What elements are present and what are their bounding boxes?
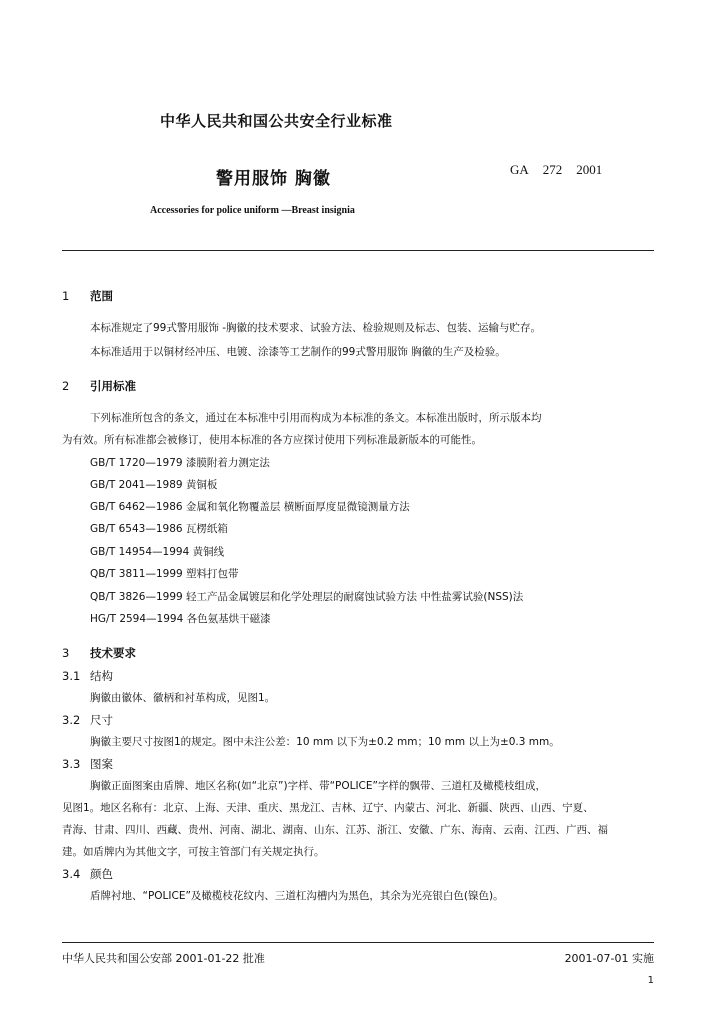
paragraph: 青海、甘肃、四川、西藏、贵州、河南、湖北、湖南、山东、江苏、浙江、安徽、广东、海南、云南、江西、广西、福	[62, 824, 608, 836]
subsection-title: 颜色	[90, 867, 113, 881]
reference-item: HG/T 2594—1994 各色氨基烘干磁漆	[90, 613, 271, 625]
doc-title: 警用服饰 胸徽	[216, 169, 331, 189]
page-number: 1	[647, 975, 654, 986]
standard-code: GA	[510, 162, 529, 177]
header-divider	[62, 250, 654, 251]
subsection-number: 3.3	[62, 757, 81, 771]
reference-item: GB/T 2041—1989 黄铜板	[90, 479, 218, 491]
subsection-number: 3.2	[62, 713, 81, 727]
reference-item: QB/T 3826—1999 轻工产品金属镀层和化学处理层的耐腐蚀试验方法 中性盐雾试验(NSS)法	[90, 591, 524, 603]
standard-no: 272	[542, 162, 563, 177]
paragraph: 本标准规定了99式警用服饰 -胸徽的技术要求、试验方法、检验规则及标志、包装、运输与贮存。	[90, 322, 541, 334]
approval-note: 中华人民共和国公安部 2001-01-22 批准	[62, 952, 265, 965]
english-title: Accessories for police uniform —Breast insignia	[150, 205, 355, 216]
paragraph: 建。如盾牌内为其他文字，可按主管部门有关规定执行。	[62, 846, 325, 858]
footer-divider	[62, 942, 654, 943]
section-2-heading	[62, 378, 136, 394]
section-1-heading	[62, 288, 113, 304]
paragraph: 胸徽主要尺寸按图1的规定。图中未注公差：10 mm 以下为±0.2 mm；10 mm 以上为±0.3 mm。	[90, 736, 560, 748]
paragraph: 见图1。地区名称有：北京、上海、天津、重庆、黑龙江、吉林、辽宁、内蒙古、河北、新疆、陕西、山西、宁夏、	[62, 802, 594, 814]
subsection-title: 尺寸	[90, 713, 113, 727]
paragraph: 为有效。所有标准都会被修订，使用本标准的各方应探讨使用下列标准最新版本的可能性。	[62, 434, 482, 446]
section-number: 3	[62, 646, 70, 660]
standard-number	[510, 162, 616, 178]
section-title: 技术要求	[90, 646, 136, 660]
section-title: 引用标准	[90, 379, 136, 393]
paragraph: 下列标准所包含的条文，通过在本标准中引用而构成为本标准的条文。本标准出版时，所示版本均	[90, 412, 542, 424]
paragraph: 胸徽由徽体、徽柄和衬革构成，见图1。	[90, 692, 276, 704]
subsection-title: 结构	[90, 669, 113, 683]
reference-item: GB/T 1720—1979 漆膜附着力测定法	[90, 457, 270, 469]
section-3-heading	[62, 645, 136, 661]
reference-item: QB/T 3811—1999 塑料打包带	[90, 568, 239, 580]
standard-year: 2001	[576, 162, 603, 177]
subsection-number: 3.1	[62, 669, 81, 683]
subsection-3-3-heading	[62, 756, 113, 772]
section-title: 范围	[90, 289, 113, 303]
paragraph: 盾牌衬地、“POLICE”及橄榄枝花纹内、三道杠沟槽内为黑色，其余为光亮银白色(镍色)。	[90, 890, 504, 902]
org-title: 中华人民共和国公共安全行业标准	[160, 112, 393, 130]
subsection-3-2-heading	[62, 712, 113, 728]
implementation-date: 2001-07-01 实施	[564, 952, 654, 965]
section-number: 2	[62, 379, 70, 393]
paragraph: 本标准适用于以铜材经冲压、电镀、涂漆等工艺制作的99式警用服饰 胸徽的生产及检验。	[90, 346, 506, 358]
paragraph: 胸徽正面图案由盾牌、地区名称(如“北京”)字样、带“POLICE”字样的飘带、三道杠及橄榄枝组成，	[90, 780, 546, 792]
subsection-number: 3.4	[62, 867, 81, 881]
reference-item: GB/T 14954—1994 黄铜线	[90, 546, 225, 558]
subsection-3-1-heading	[62, 668, 113, 684]
subsection-title: 图案	[90, 757, 113, 771]
section-number: 1	[62, 289, 70, 303]
subsection-3-4-heading	[62, 866, 113, 882]
reference-item: GB/T 6462—1986 金属和氧化物覆盖层 横断面厚度显微镜测量方法	[90, 501, 410, 513]
reference-item: GB/T 6543—1986 瓦楞纸箱	[90, 523, 228, 535]
